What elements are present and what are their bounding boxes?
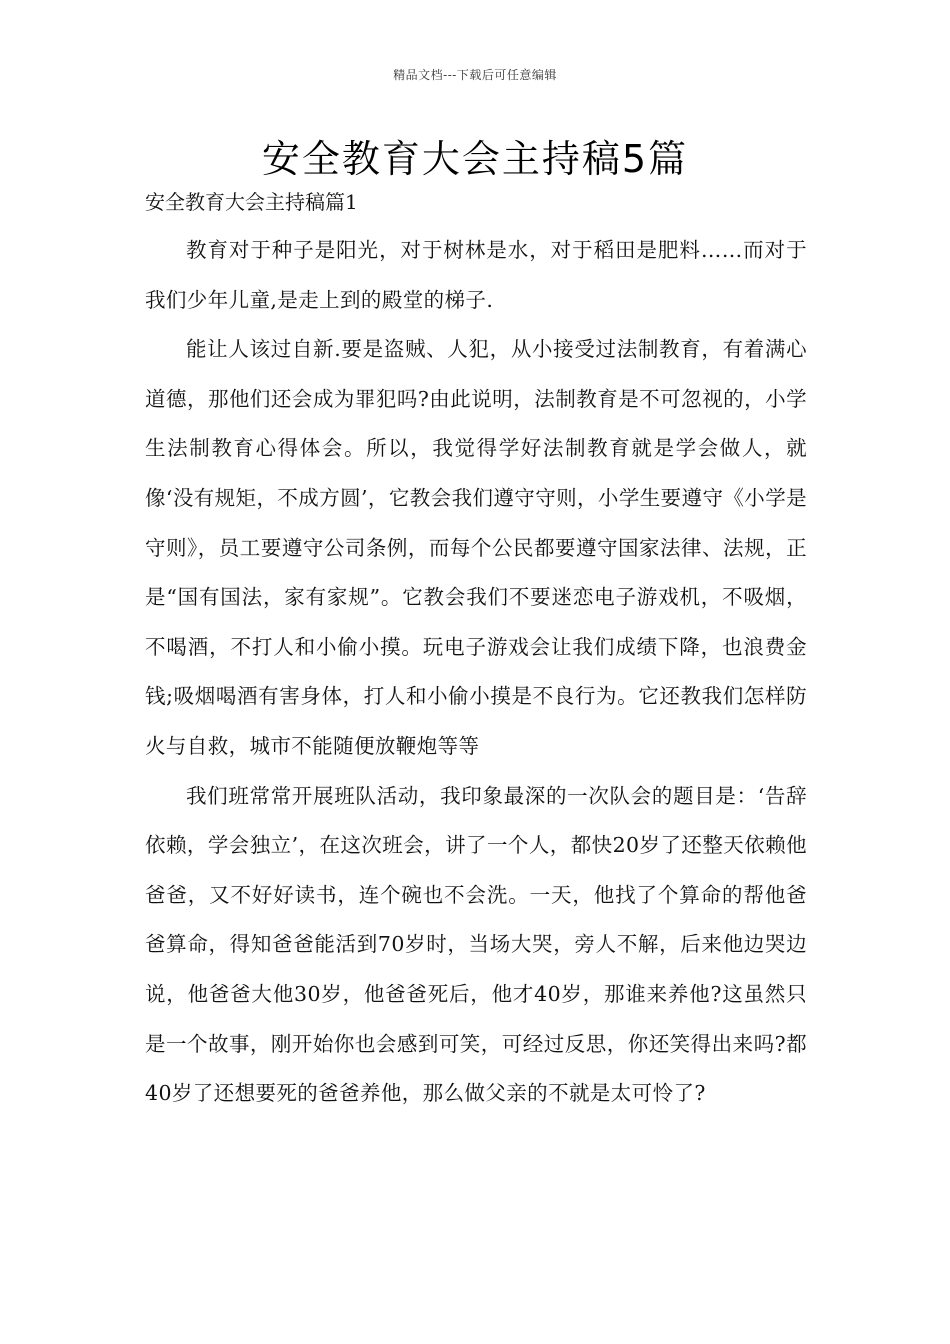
paragraph: 能让人该过自新.要是盗贼、人犯，从小接受过法制教育，有着满心道德，那他们还会成为罪犯吗?由此说明，法制教育是不可忽视的，小学生法制教育心得体会。所以，我觉得学好法制教育就是学会做人，就像‘没有规矩，不成方圆’，它教会我们遵守守则，小学生要遵守《小学是守则》，员工要遵守公司条例，而每个公民都要遵守国家法律、法规，正是“国有国法，家有家规”。它教会我们不要迷恋电子游戏机，不吸烟，不喝酒，不打人和小偷小摸。玩电子游戏会让我们成绩下降，也浪费金钱;吸烟喝酒有害身体，打人和小偷小摸是不良行为。它还教我们怎样防火与自救，城市不能随便放鞭炮等等	[145, 337, 807, 758]
header-note: 精品文档---下载后可任意编辑	[393, 68, 557, 82]
document-title: 安全教育大会主持稿5篇	[261, 137, 689, 181]
paragraph: 教育对于种子是阳光，对于树林是水，对于稻田是肥料……而对于我们少年儿童,是走上到的殿堂的梯子.	[145, 238, 807, 312]
paragraph: 我们班常常开展班队活动，我印象最深的一次队会的题目是：‘告辞依赖，学会独立’，在这次班会，讲了一个人，都快20岁了还整天依赖他爸爸，又不好好读书，连个碗也不会洗。一天，他找了个算命的帮他爸爸算命，得知爸爸能活到70岁时，当场大哭，旁人不解，后来他边哭边说，他爸爸大他30岁，他爸爸死后，他才40岁，那谁来养他?这虽然只是一个故事，刚开始你也会感到可笑，可经过反思，你还笑得出来吗?都40岁了还想要死的爸爸养他，那么做父亲的不就是太可怜了?	[145, 783, 807, 1106]
document-body	[145, 226, 807, 1119]
section-heading: 安全教育大会主持稿篇1	[145, 190, 358, 214]
